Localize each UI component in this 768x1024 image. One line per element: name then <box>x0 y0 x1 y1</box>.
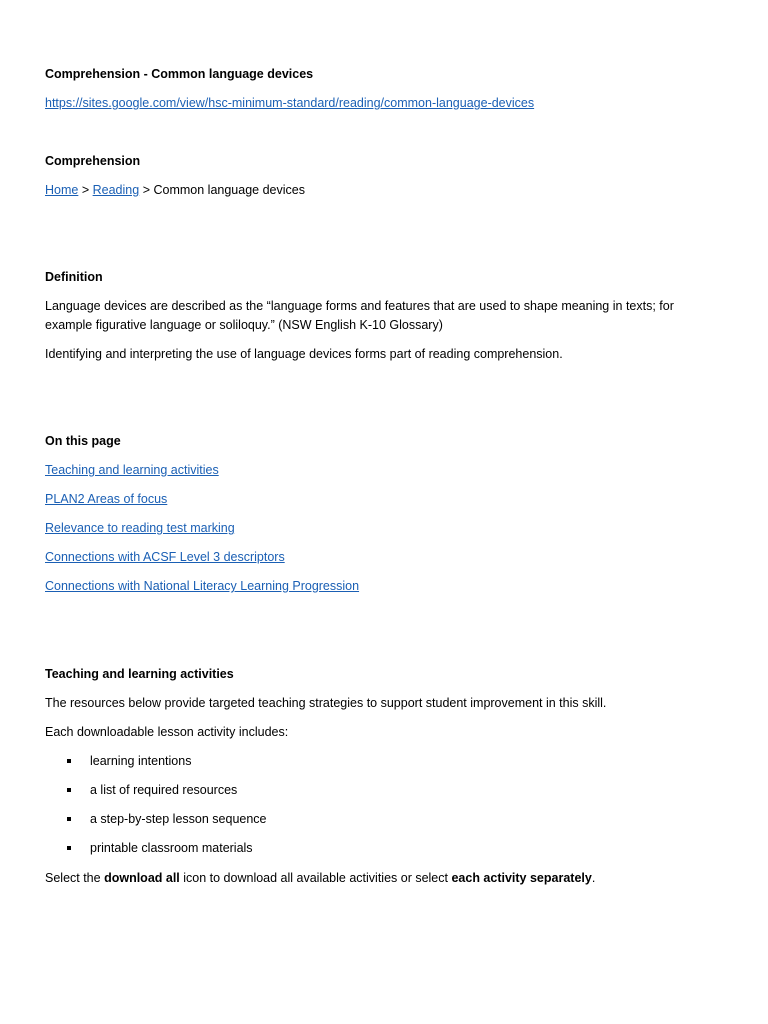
source-url-line <box>45 94 725 113</box>
on-this-page-link-acsf-item <box>45 548 725 567</box>
breadcrumb-separator: > <box>81 183 90 197</box>
definition-heading: Definition <box>45 270 103 284</box>
on-this-page-link-progression[interactable]: Connections with National Literacy Learning Progression <box>45 579 360 593</box>
definition-paragraph-2: Identifying and interpreting the use of language devices forms part of reading comprehension. <box>45 347 563 361</box>
bullet-icon <box>67 759 71 763</box>
on-this-page-link-acsf[interactable]: Connections with ACSF Level 3 descriptors <box>45 550 285 564</box>
download-instructions <box>45 869 725 888</box>
breadcrumb-home-link[interactable]: Home <box>45 183 79 197</box>
source-url-link[interactable]: https://sites.google.com/view/hsc-minimum-standard/reading/common-language-devices <box>45 96 535 110</box>
breadcrumb-current: Common language devices <box>153 183 305 197</box>
definition-paragraph-line-2: example figurative language or soliloquy.” (NSW English K-10 Glossary) <box>45 318 443 332</box>
section-title: Comprehension <box>45 154 141 168</box>
on-this-page-link-plan2-item <box>45 490 725 509</box>
breadcrumb <box>45 181 725 200</box>
each-activity-emphasis: each activity separately <box>451 871 592 885</box>
on-this-page-link-relevance-item <box>45 519 725 538</box>
on-this-page-link-plan2[interactable]: PLAN2 Areas of focus <box>45 492 168 506</box>
bullet-icon <box>67 788 71 792</box>
breadcrumb-reading-link[interactable]: Reading <box>92 183 140 197</box>
list-item <box>67 839 253 858</box>
list-item-text: printable classroom materials <box>90 841 253 855</box>
on-this-page-link-relevance[interactable]: Relevance to reading test marking <box>45 521 235 535</box>
on-this-page-link-teaching-item <box>45 461 725 480</box>
download-instructions-text-3: . <box>591 871 596 885</box>
bullet-icon <box>67 817 71 821</box>
on-this-page-link-teaching[interactable]: Teaching and learning activities <box>45 463 219 477</box>
document-title: Comprehension - Common language devices <box>45 67 314 81</box>
breadcrumb-separator: > <box>142 183 150 197</box>
on-this-page-link-progression-item <box>45 577 725 596</box>
download-instructions-text-1: Select the <box>45 871 105 885</box>
download-instructions-text-2: icon to download all available activities or select <box>179 871 452 885</box>
definition-paragraph-line-1: Language devices are described as the “language forms and features that are used to shape meaning in texts; for <box>45 299 674 313</box>
list-item-text: a list of required resources <box>90 783 238 797</box>
teaching-paragraph-1: The resources below provide targeted teaching strategies to support student improvement in this skill. <box>45 696 607 710</box>
download-all-emphasis: download all <box>104 871 180 885</box>
list-item <box>67 752 191 771</box>
bullet-icon <box>67 846 71 850</box>
list-item-text: learning intentions <box>90 754 192 768</box>
list-item <box>67 810 267 829</box>
list-item-text: a step-by-step lesson sequence <box>90 812 267 826</box>
list-item <box>67 781 237 800</box>
teaching-heading: Teaching and learning activities <box>45 667 234 681</box>
teaching-paragraph-2: Each downloadable lesson activity includes: <box>45 725 289 739</box>
on-this-page-heading: On this page <box>45 434 121 448</box>
